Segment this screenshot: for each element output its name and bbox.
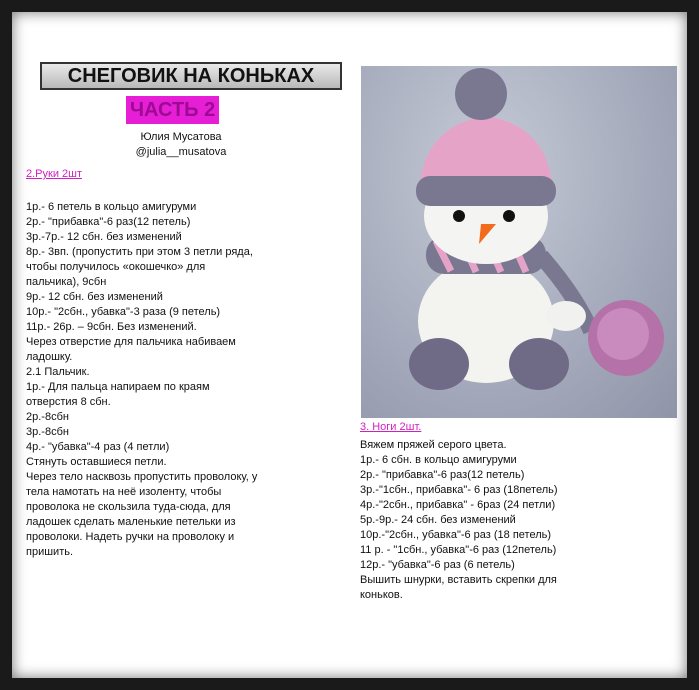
instruction-line: ладошку. [26, 351, 73, 363]
hat-pompom [455, 68, 507, 120]
instruction-line: коньков. [360, 589, 403, 601]
instruction-line: 2р.- "прибавка"-6 раз(12 петель) [26, 216, 191, 228]
mitten [546, 301, 586, 331]
instruction-line: 1р.- Для пальца напираем по краям [26, 381, 210, 393]
instruction-line: тела намотать на неё изоленту, чтобы [26, 486, 222, 498]
instruction-line: 10р.- "2сбн., убавка"-3 раза (9 петель) [26, 306, 221, 318]
left-eye [453, 210, 465, 222]
left-leg [409, 338, 469, 390]
snowman-illustration [361, 66, 677, 418]
instruction-line: 11р.- 26р. – 9сбн. Без изменений. [26, 321, 197, 333]
page-title: СНЕГОВИК НА КОНЬКАХ [40, 62, 342, 90]
part-label: ЧАСТЬ 2 [126, 96, 219, 124]
right-eye [503, 210, 515, 222]
instruction-line: 2р.- "прибавка"-6 раз(12 петель) [360, 469, 525, 481]
instruction-line: отверстия 8 сбн. [26, 396, 111, 408]
instruction-line: 8р.- 3вп. (пропустить при этом 3 петли ряда, [26, 246, 253, 258]
instruction-line: Через отверстие для пальчика набиваем [26, 336, 236, 348]
instruction-line: ладошек сделать маленькие петельки из [26, 516, 236, 528]
instruction-line: 3р.-8сбн [26, 426, 69, 438]
snowman-photo [361, 66, 677, 418]
right-leg [509, 338, 569, 390]
instruction-line: 3р.-"1сбн., прибавка"- 6 раз (18петель) [360, 484, 558, 496]
instruction-line: 2р.-8сбн [26, 411, 69, 423]
author-name: Юлия Мусатова [140, 131, 222, 143]
instruction-line: Вяжем пряжей серого цвета. [360, 439, 507, 451]
instruction-line: проволока не скользила туда-сюда, для [26, 501, 231, 513]
instruction-line: 12р.- "убавка"-6 раз (6 петель) [360, 559, 515, 571]
instruction-line: пришить. [26, 546, 74, 558]
arms-heading: 2.Руки 2шт [26, 168, 83, 180]
legs-instructions [360, 438, 558, 603]
author-handle: @julia__musatova [135, 146, 227, 158]
instruction-line: 9р.- 12 сбн. без изменений [26, 291, 163, 303]
instruction-line: 3р.-7р.- 12 сбн. без изменений [26, 231, 182, 243]
instruction-line: 2.1 Пальчик. [26, 366, 90, 378]
arms-instructions [26, 200, 257, 560]
instruction-line: 10р.-"2сбн., убавка"-6 раз (18 петель) [360, 529, 552, 541]
instruction-line: 1р.- 6 сбн. в кольцо амигуруми [360, 454, 517, 466]
instruction-line: 1р.- 6 петель в кольцо амигуруми [26, 201, 197, 213]
instruction-line: 4р.- "убавка"-4 раз (4 петли) [26, 441, 170, 453]
instruction-line: 4р.-"2сбн., прибавка" - 6раз (24 петли) [360, 499, 556, 511]
hat-brim [416, 176, 556, 206]
author-block [126, 130, 236, 160]
instruction-line: 11 р. - "1сбн., убавка"-6 раз (12петель) [360, 544, 557, 556]
instruction-line: Вышить шнурки, вставить скрепки для [360, 574, 557, 586]
instruction-line: проволоки. Надеть ручки на проволоку и [26, 531, 235, 543]
instruction-line: пальчика), 9сбн [26, 276, 107, 288]
instruction-line: Стянуть оставшиеся петли. [26, 456, 167, 468]
legs-heading: 3. Ноги 2шт. [360, 421, 422, 433]
instruction-line: 5р.-9р.- 24 сбн. без изменений [360, 514, 516, 526]
instruction-line: Через тело насквозь пропустить проволоку, у [26, 471, 258, 483]
instruction-line: чтобы получилось «окошечко» для [26, 261, 206, 273]
